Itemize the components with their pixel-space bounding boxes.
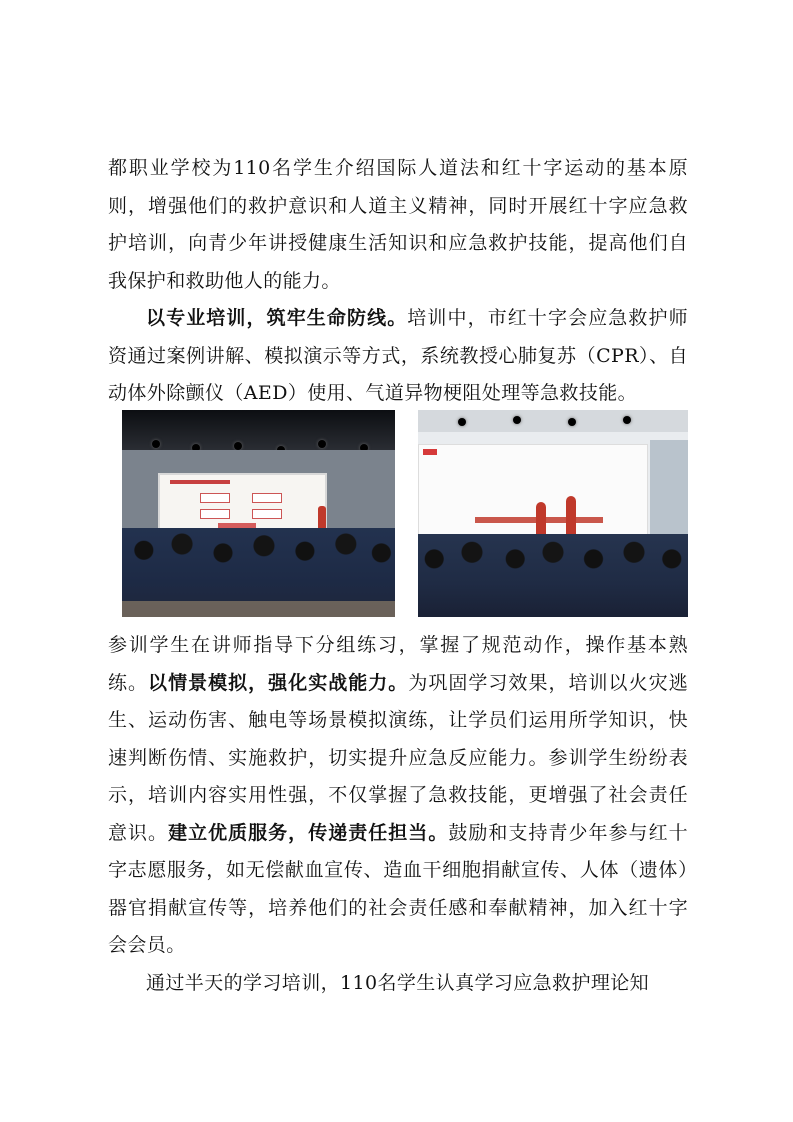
heading-professional-training: 以专业培训，筑牢生命防线。: [146, 307, 408, 329]
ceiling-light-icon: [234, 442, 242, 450]
heading-quality-service: 建立优质服务，传递责任担当。: [168, 821, 449, 844]
ceiling-light-icon: [318, 440, 326, 448]
paragraph-simulation-text: 为巩固学习效果，培训以火灾逃生、运动伤害、触电等场景模拟演练，让学员们运用所学知识，快速判断伤情、实施救护，切实提升应急反应能力。参训学生纷纷表示，培训内容实用性强，不仅掌握了急救技能，更增强了社会责任意识。: [108, 671, 688, 844]
paragraph-conclusion: [108, 965, 688, 1003]
paragraph-practice: [108, 627, 688, 965]
paragraph-intro-text: 都职业学校为110名学生介绍国际人道法和红十字运动的基本原则，增强他们的救护意识和人道主义精神，同时开展红十字应急救护培训，向青少年讲授健康生活知识和应急救护技能，提高他们自我保护和救助他人的能力。: [108, 157, 688, 292]
heading-scenario-simulation: 以情景模拟，强化实战能力。: [148, 671, 409, 694]
ceiling-light-icon: [568, 418, 576, 426]
photo-ceiling: [122, 410, 395, 450]
student-audience: [418, 534, 688, 617]
paragraph-conclusion-text: 通过半天的学习培训，110名学生认真学习应急救护理论知: [146, 972, 650, 994]
photo-window: [650, 440, 688, 540]
paragraph-professional-training-text: 培训中，市红十字会应急救护师资通过案例讲解、模拟演示等方式，系统教授心肺复苏（CPR）、自动体外除颤仪（AED）使用、气道异物梗阻处理等急救技能。: [108, 307, 688, 404]
photo-airway-demo: [418, 410, 688, 617]
paragraph-professional-training: [108, 300, 688, 413]
ceiling-light-icon: [623, 416, 631, 424]
paragraph-intro: [108, 150, 688, 300]
ceiling-light-icon: [152, 440, 160, 448]
ceiling-light-icon: [458, 418, 466, 426]
photo-lecture-hall: [122, 410, 395, 617]
paragraph-practice-text: 参训学生在讲师指导下分组练习，掌握了规范动作，操作基本熟练。: [108, 634, 688, 694]
photo-floor: [122, 601, 395, 617]
paragraph-service-text: 鼓励和支持青少年参与红十字志愿服务，如无偿献血宣传、造血干细胞捐献宣传、人体（遗体）器官捐献宣传等，培养他们的社会责任感和奉献精神，加入红十字会会员。: [108, 821, 688, 956]
instructor-figure: [566, 496, 576, 536]
ceiling-light-icon: [513, 416, 521, 424]
